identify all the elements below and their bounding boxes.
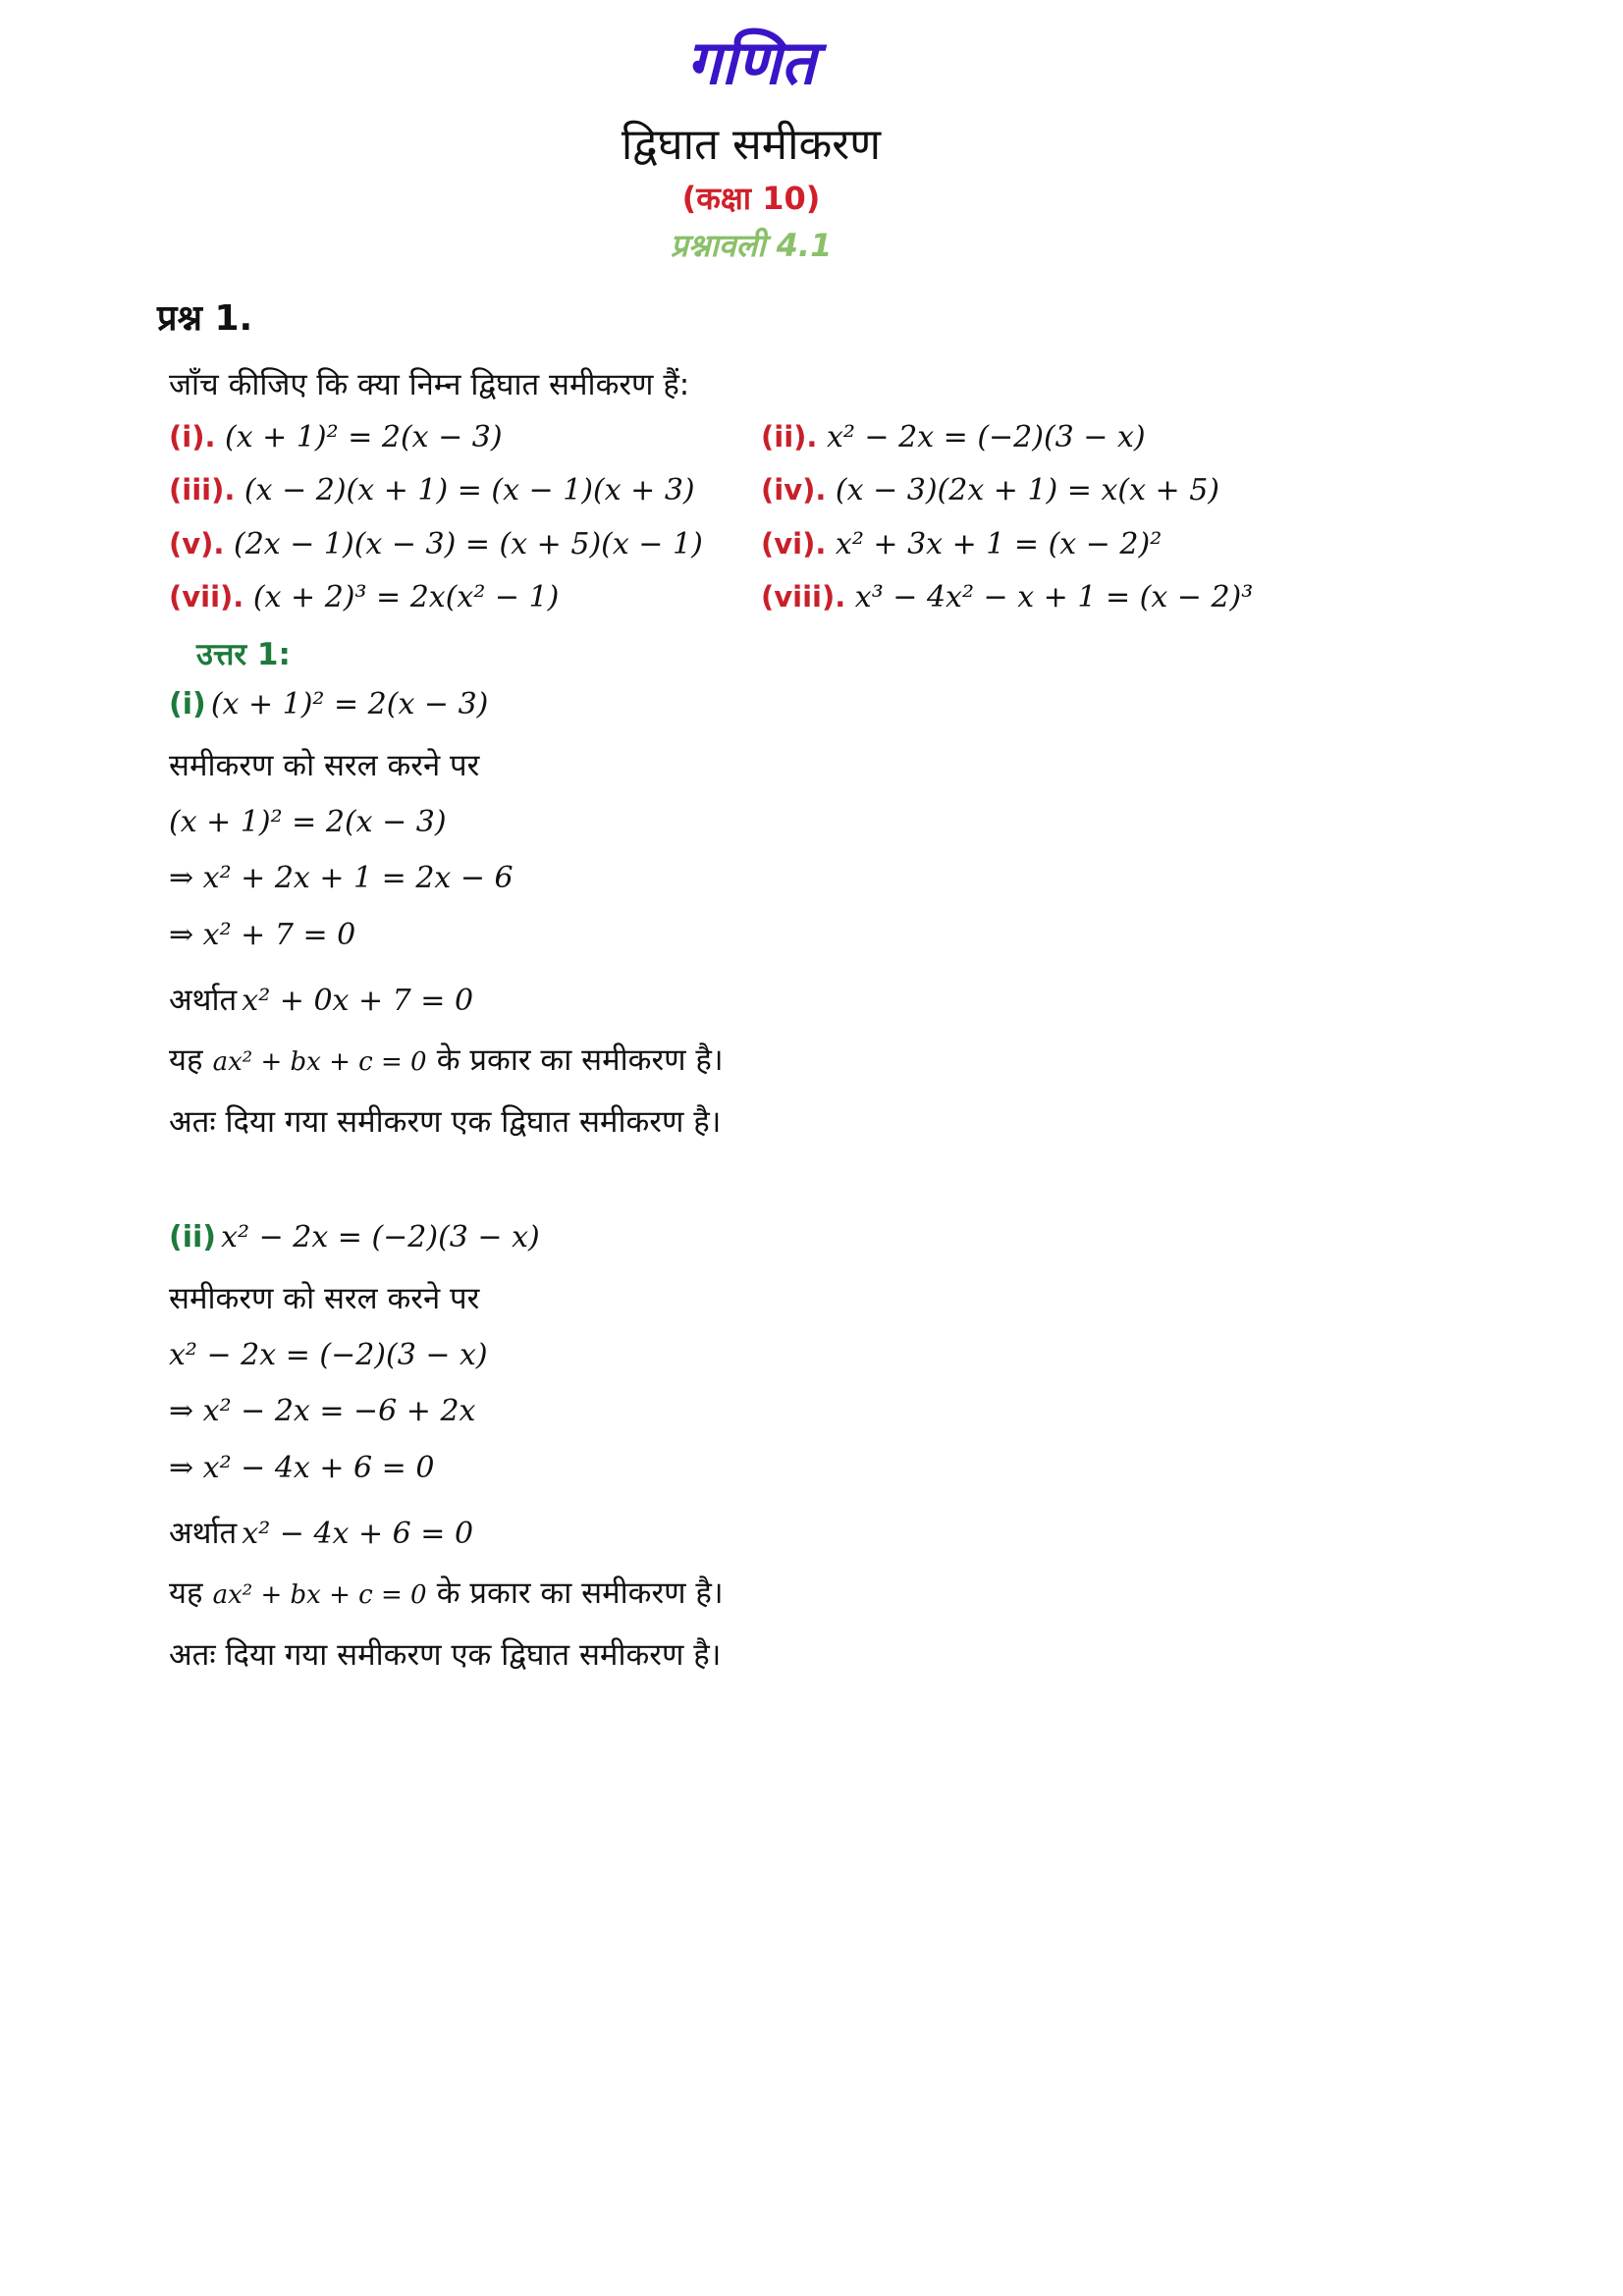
standard-form: x² + 0x + 7 = 0 — [242, 984, 474, 1018]
answer-line — [169, 918, 355, 952]
step: ⇒ x² + 2x + 1 = 2x − 6 — [169, 861, 514, 895]
subject-title: गणित — [686, 27, 816, 98]
question-item — [761, 473, 1219, 507]
chapter-title: द्विघात समीकरण — [621, 120, 882, 170]
standard-form: x² − 4x + 6 = 0 — [242, 1517, 474, 1551]
general-form: ax² + bx + c = 0 — [212, 1580, 427, 1610]
answer-line — [169, 1277, 479, 1318]
item-label: (iv). — [761, 473, 827, 507]
answer-line — [169, 805, 447, 839]
item-label: (iii). — [169, 473, 236, 507]
answer-line — [169, 979, 473, 1020]
answer-line — [169, 1512, 473, 1553]
general-form: ax² + bx + c = 0 — [212, 1047, 427, 1077]
yah-text: यह — [169, 1575, 203, 1611]
conclusion: अतः दिया गया समीकरण एक द्विघात समीकरण है। — [169, 1104, 722, 1140]
part-label: (i) — [169, 687, 206, 721]
item-equation: (x + 1)² = 2(x − 3) — [225, 420, 503, 454]
question-item — [169, 420, 503, 454]
answer-line — [169, 861, 514, 895]
class-label: (कक्षा 10) — [681, 180, 821, 217]
answer-line — [169, 1039, 724, 1080]
simplify-text: समीकरण को सरल करने पर — [169, 748, 480, 783]
part-equation: x² − 2x = (−2)(3 − x) — [221, 1220, 540, 1255]
item-label: (i). — [169, 420, 216, 454]
form-text: के प्रकार का समीकरण है। — [436, 1042, 724, 1078]
question-item — [169, 473, 695, 507]
item-equation: (2x − 1)(x − 3) = (x + 5)(x − 1) — [233, 527, 703, 561]
step: x² − 2x = (−2)(3 − x) — [169, 1338, 488, 1372]
item-label: (ii). — [761, 420, 818, 454]
answer-line — [169, 1572, 724, 1613]
answer-line — [169, 1633, 721, 1675]
item-label: (vii). — [169, 580, 244, 614]
item-label: (viii). — [761, 580, 846, 614]
item-equation: (x − 2)(x + 1) = (x − 1)(x + 3) — [243, 473, 695, 507]
item-equation: x² + 3x + 1 = (x − 2)² — [835, 527, 1163, 561]
question-prompt: जाँच कीजिए कि क्या निम्न द्विघात समीकरण हैं: — [169, 367, 690, 402]
item-equation: (x + 2)³ = 2x(x² − 1) — [252, 580, 560, 614]
ie-text: अर्थात — [169, 983, 238, 1018]
item-equation: (x − 3)(2x + 1) = x(x + 5) — [835, 473, 1220, 507]
question-item — [169, 580, 559, 614]
item-label: (v). — [169, 527, 225, 561]
answer-line — [169, 1394, 475, 1428]
step: (x + 1)² = 2(x − 3) — [169, 805, 447, 839]
answer-line — [169, 1338, 488, 1372]
item-equation: x² − 2x = (−2)(3 − x) — [826, 420, 1146, 454]
question-item — [169, 527, 703, 561]
part-label: (ii) — [169, 1220, 216, 1255]
answer-line — [169, 1220, 540, 1255]
step: ⇒ x² + 7 = 0 — [169, 918, 356, 952]
question-item — [761, 527, 1162, 561]
answer-line — [169, 1451, 434, 1485]
part-equation: (x + 1)² = 2(x − 3) — [210, 687, 489, 721]
answer-line — [169, 687, 488, 721]
question-item — [761, 420, 1146, 454]
question-item — [761, 580, 1253, 614]
conclusion: अतः दिया गया समीकरण एक द्विघात समीकरण है। — [169, 1637, 722, 1673]
ie-text: अर्थात — [169, 1516, 238, 1551]
yah-text: यह — [169, 1042, 203, 1078]
answer-line — [169, 1100, 721, 1142]
form-text: के प्रकार का समीकरण है। — [436, 1575, 724, 1611]
question-title: प्रश्न 1. — [157, 298, 253, 339]
item-equation: x³ − 4x² − x + 1 = (x − 2)³ — [854, 580, 1254, 614]
answer-title: उत्तर 1: — [196, 637, 291, 672]
exercise-label: प्रश्नावली 4.1 — [670, 227, 833, 264]
simplify-text: समीकरण को सरल करने पर — [169, 1281, 480, 1316]
step: ⇒ x² − 2x = −6 + 2x — [169, 1394, 476, 1428]
answer-line — [169, 744, 479, 785]
step: ⇒ x² − 4x + 6 = 0 — [169, 1451, 435, 1485]
item-label: (vi). — [761, 527, 827, 561]
